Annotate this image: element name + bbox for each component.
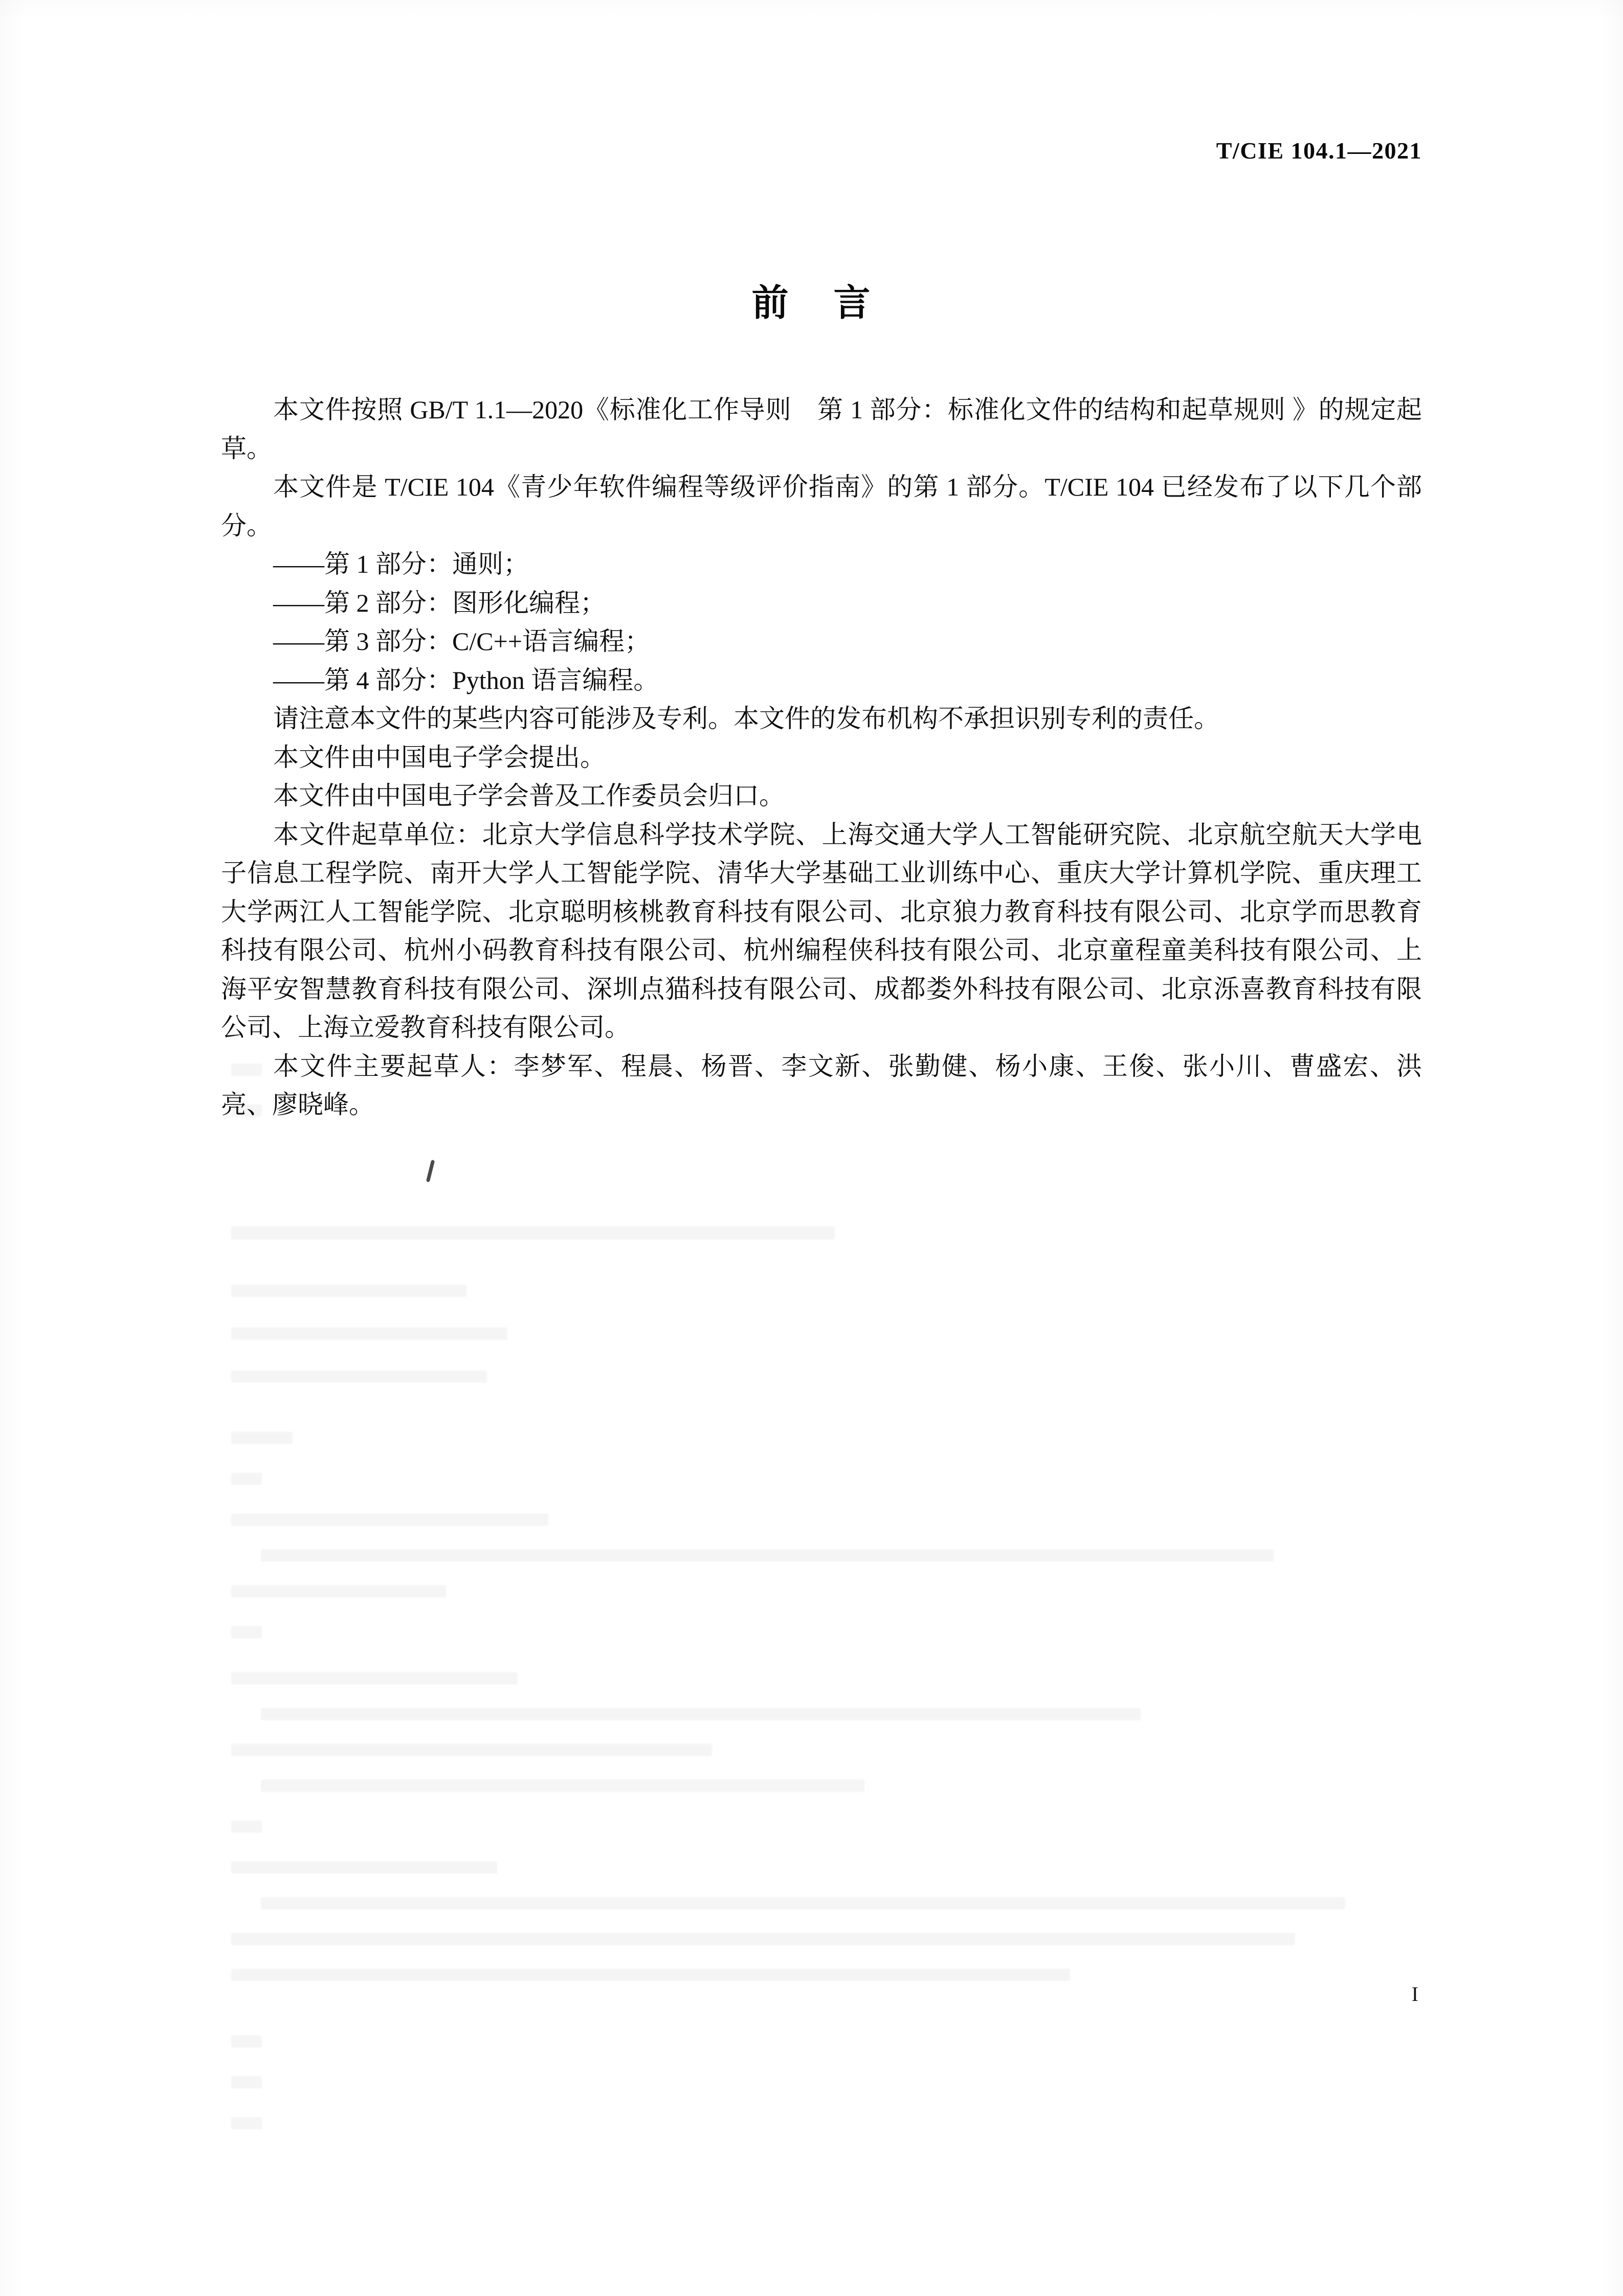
part-list-item-3: ——第 3 部分：C/C++语言编程； (273, 627, 650, 656)
page-number: I (1411, 1983, 1418, 2006)
principal-drafters-paragraph: 本文件主要起草人：李梦军、程晨、杨晋、李文新、张勤健、杨小康、王俊、张小川、曹盛宏、洪亮、廖晓峰。 (221, 1051, 1422, 1119)
part-list-item-1: ——第 1 部分：通则； (273, 550, 529, 578)
part-list-item-4: ——第 4 部分：Python 语言编程。 (273, 665, 659, 694)
page-title-char-2: 言 (833, 283, 872, 324)
foreword-paragraph-2: 本文件是 T/CIE 104《青少年软件编程等级评价指南》的第 1 部分。T/CIE 104 已经发布了以下几个部分。 (221, 472, 1422, 540)
proposing-organization-paragraph: 本文件由中国电子学会提出。 (273, 742, 606, 772)
part-list-item-2: ——第 2 部分：图形化编程； (273, 588, 606, 617)
foreword-body (221, 391, 1422, 1124)
page-title (0, 273, 1623, 326)
administering-organization-paragraph: 本文件由中国电子学会普及工作委员会归口。 (273, 781, 785, 810)
drafting-organizations-paragraph: 本文件起草单位：北京大学信息科学技术学院、上海交通大学人工智能研究院、北京航空航天大学电子信息工程学院、南开大学人工智能学院、清华大学基础工业训练中心、重庆大学计算机学院、重庆理工大学两江人工智能学院、北京聪明核桃教育科技有限公司、北京狼力教育科技有限公司、北京学而思教育科技有限公司、杭州小码教育科技有限公司、杭州编程侠科技有限公司、北京童程童美科技有限公司、上海平安智慧教育科技有限公司、深圳点猫科技有限公司、成都娄外科技有限公司、北京泺喜教育科技有限公司、上海立爱教育科技有限公司。 (221, 820, 1422, 1042)
page-title-char-1: 前 (751, 283, 790, 324)
stray-ink-mark (426, 1160, 435, 1182)
patent-notice-paragraph: 请注意本文件的某些内容可能涉及专利。本文件的发布机构不承担识别专利的责任。 (273, 704, 1219, 733)
document-header-standard-number: T/CIE 104.1—2021 (1216, 138, 1422, 164)
foreword-paragraph-1: 本文件按照 GB/T 1.1—2020《标准化工作导则 第 1 部分：标准化文件的结构和起草规则 》的规定起草。 (221, 395, 1422, 463)
